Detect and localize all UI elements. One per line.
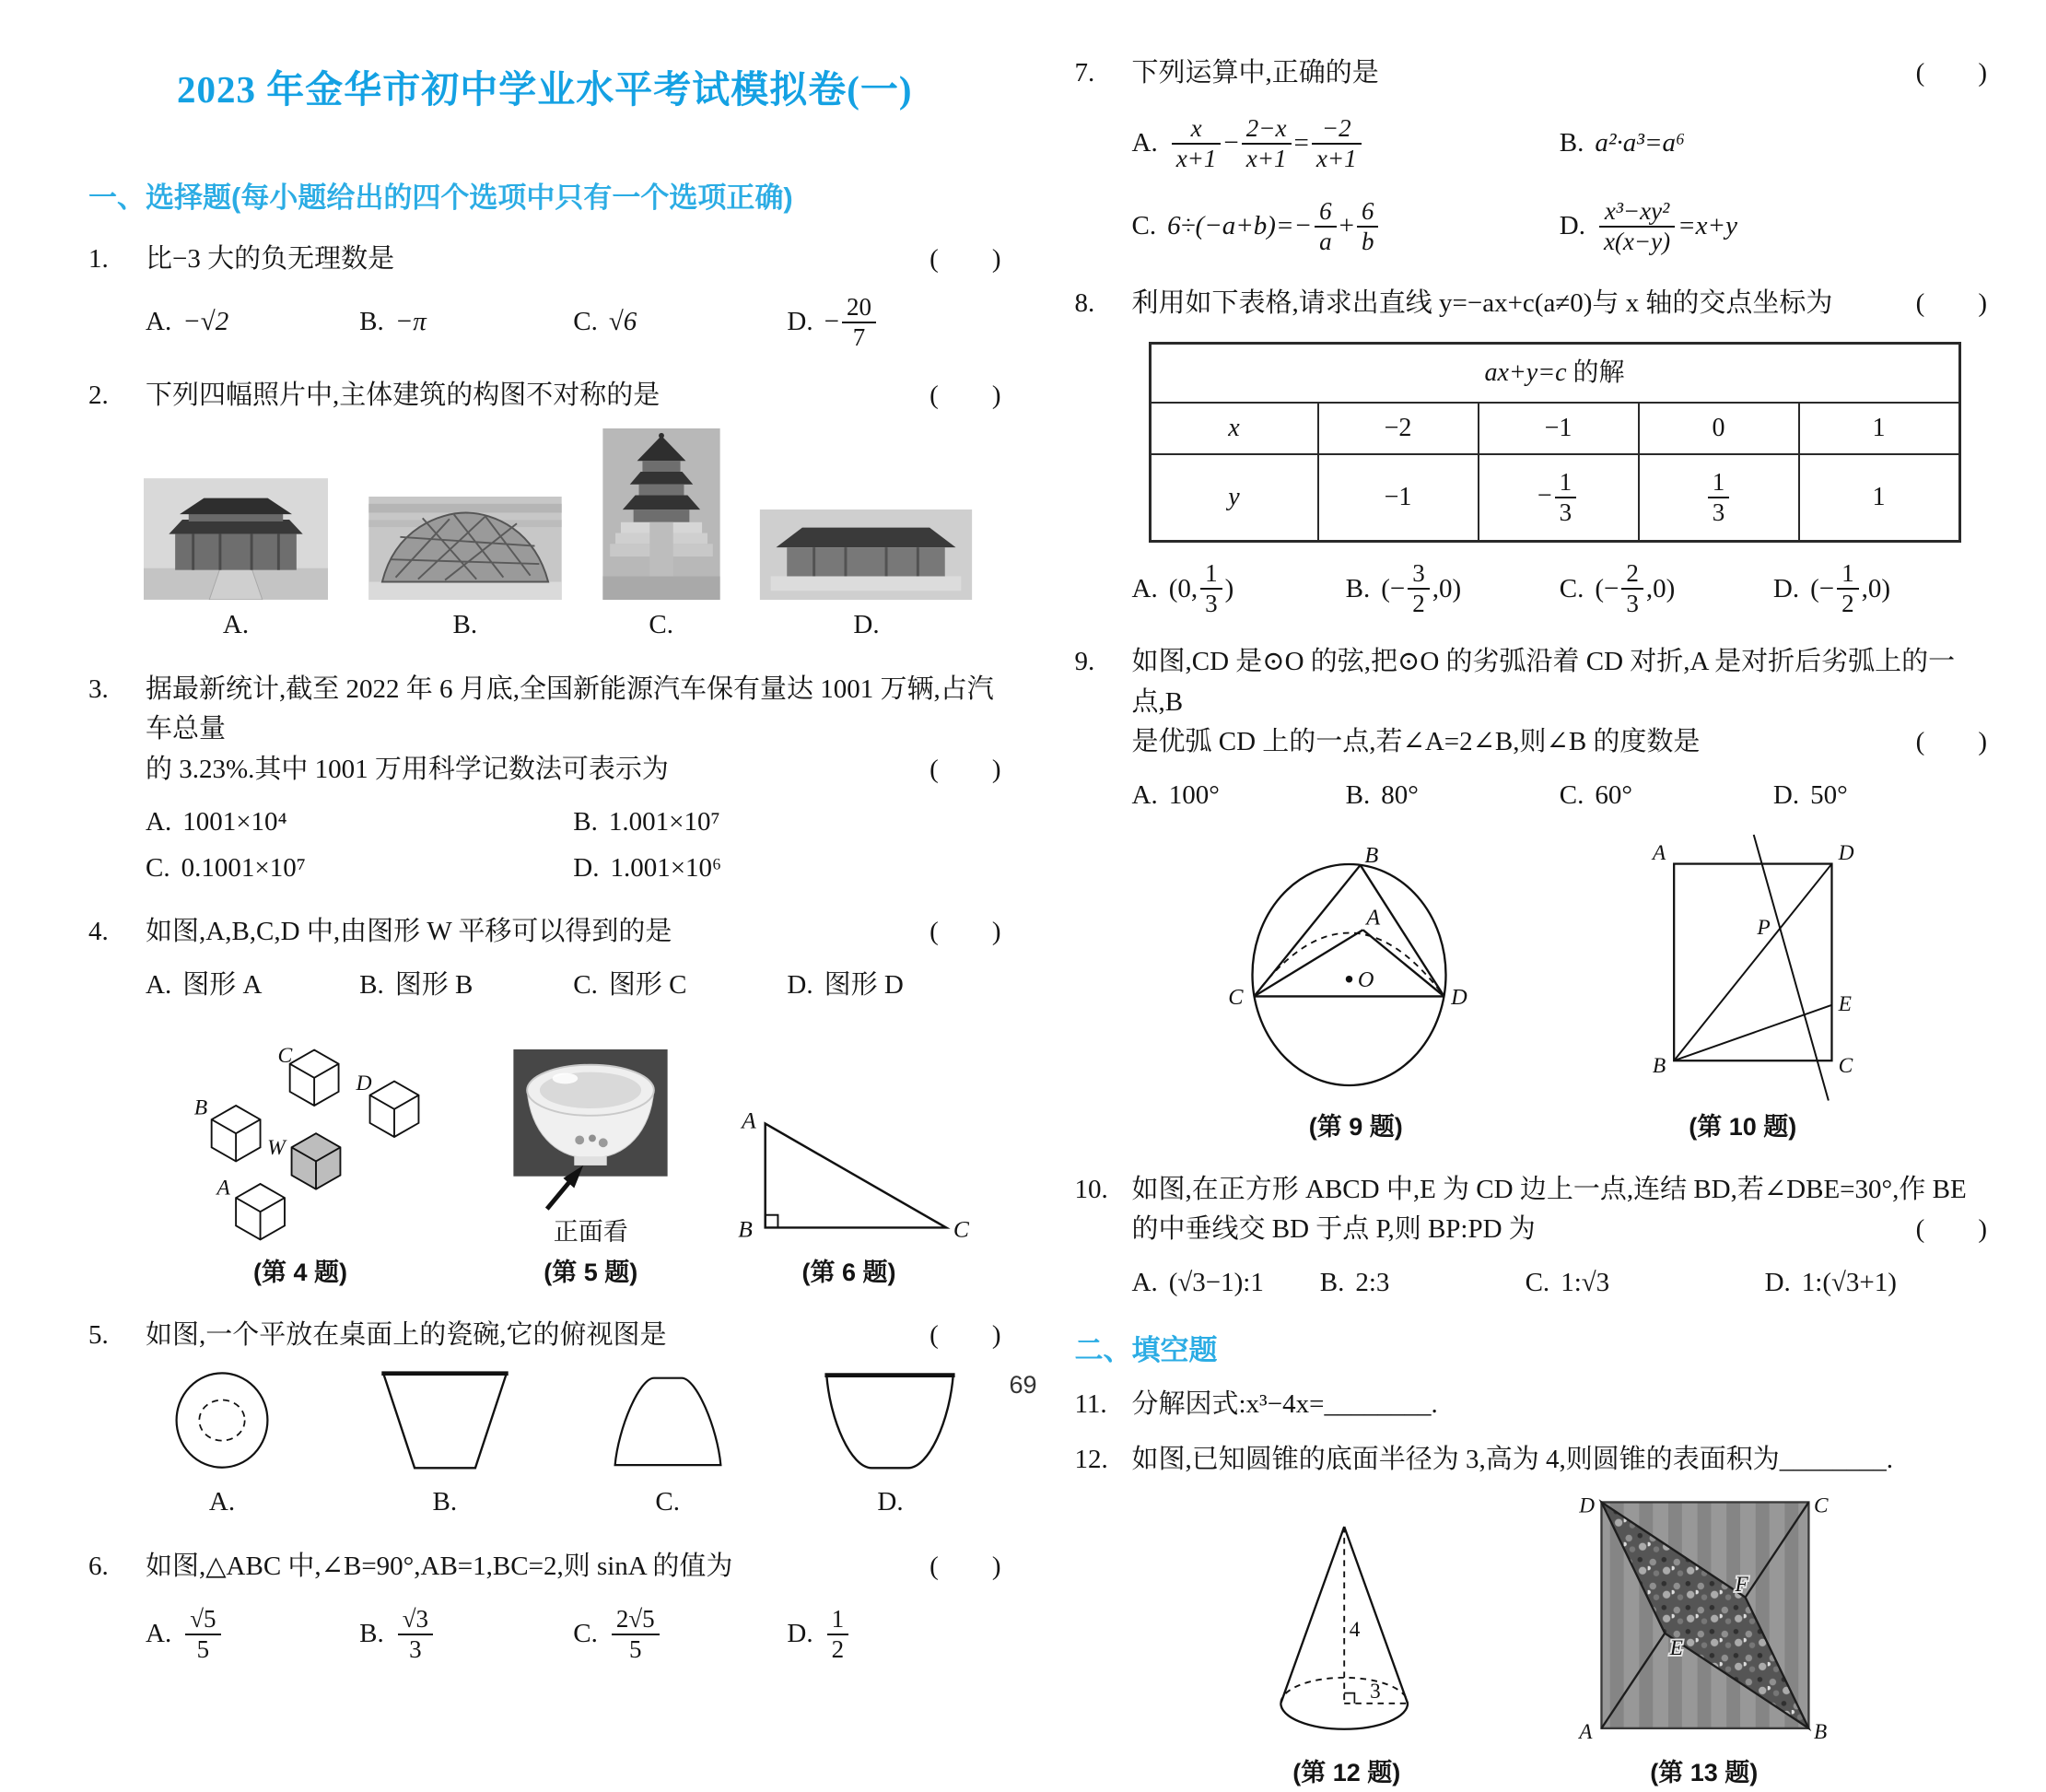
fig9-label-o: O [1357,967,1374,993]
q9-option-a: A. 100° [1131,779,1220,810]
question-6-answer-paren: ( ) [929,1551,1001,1581]
figure-12-caption: (第 12 题) [1292,1759,1401,1787]
q3-option-c: C. 0.1001×10⁷ [146,852,306,883]
q5-shape-c-label: C. [655,1487,680,1517]
question-7-text: 下列运算中,正确的是 [1131,58,1379,88]
page-number: 69 [1009,1371,1037,1399]
section-choice-heading: 一、选择题(每小题给出的四个选项中只有一个选项正确) [88,182,793,214]
fig4-label-w: W [267,1135,286,1160]
question-5-answer-paren: ( ) [929,1319,1001,1350]
question-1-number: 1. [88,244,109,274]
question-9-text-line1: 如图,CD 是⊙O 的弦,把⊙O 的劣弧沿着 CD 对折,A 是对折后劣弧上的一点,B [1131,647,1956,717]
right-column [1075,0,1988,1792]
y-value: −1 [1318,454,1479,542]
fig9-label-d: D [1450,985,1467,1011]
q10-option-c: C. 1:√3 [1525,1267,1610,1297]
q4-option-a: A. 图形 A [146,969,263,1000]
right-triangle-figure [725,1101,974,1250]
question-8-number: 8. [1074,287,1095,318]
x-value: 0 [1639,403,1799,454]
fig6-label-a: A [741,1107,756,1134]
figure-5-caption: (第 5 题) [544,1259,638,1287]
stadium-photo [368,497,563,600]
fig10-label-a: A [1652,841,1666,866]
question-10 [1075,1170,1988,1304]
question-1 [88,240,1001,352]
photo-d-label: D. [853,610,880,640]
cone-height-label: 4 [1349,1618,1361,1643]
photo-a-label: A. [222,610,250,640]
question-9 [1075,642,1988,1146]
q8-solution-table [1149,342,1961,543]
q8-option-d: D. (− $\frac{1}{2}$ ,0) [1772,559,1891,618]
q10-option-d: D. 1:(√3+1) [1764,1267,1897,1297]
q6-option-a: A. $\frac{√5}{5}$ [146,1605,359,1664]
question-8-text: 利用如下表格,请求出直线 y=−ax+c(a≠0)与 x 轴的交点坐标为 [1131,287,1833,318]
question-2-number: 2. [88,380,109,410]
x-value: 1 [1799,403,1960,454]
q1-option-d: D. − $\frac{20}{7}$ [787,293,1000,352]
page-title: 2023 年金华市初中学业水平考试模拟卷(一) [176,68,913,111]
question-10-answer-paren: ( ) [1915,1214,1987,1245]
bowl-photo [498,1049,683,1217]
q8-option-c: C. (− $\frac{2}{3}$ ,0) [1559,559,1676,618]
q1-option-c: C. √6 [573,306,637,336]
photo-building-d [759,509,973,646]
question-4 [88,912,1001,1292]
figure-10-caption: (第 10 题) [1689,1113,1797,1142]
cone-figure [1257,1515,1437,1751]
fig13-label-f: F [1735,1573,1748,1598]
photo-building-c [602,428,720,646]
hall-photo [759,509,973,600]
question-5-number: 5. [88,1319,109,1350]
q5-shape-b-label: B. [432,1487,458,1517]
figure-4-caption: (第 4 题) [252,1259,347,1287]
photo-b-label: B. [452,610,478,640]
q7-option-d: D. $\frac{\text{x³−xy²}}{x(x-y)}$ =x+y [1559,196,1737,255]
fig4-label-d: D [356,1072,372,1096]
fig13-label-c: C [1813,1493,1829,1518]
fig13-label-b: B [1813,1720,1827,1745]
square-bisector-figure [1614,826,1872,1105]
fig13-label-a: A [1579,1720,1593,1745]
figures-4-5-6-row [88,1011,1001,1292]
cubes-figure [144,1024,457,1250]
q6-option-d: D. $\frac{1}{2}$ [787,1605,1000,1664]
q4-option-c: C. 图形 C [573,969,687,1000]
figure-9-caption: (第 9 题) [1308,1113,1403,1142]
fig4-label-c: C [277,1043,293,1068]
question-9-text-line2: 是优弧 CD 上的一点,若∠A=2∠B,则∠B 的度数是 [1131,727,1701,757]
temple-photo [602,428,720,600]
fig4-label-a: A [216,1176,230,1201]
question-7 [1075,53,1988,256]
photo-building-a [144,478,328,646]
left-column [88,0,1001,1792]
fig9-label-b: B [1364,845,1379,869]
figure-9 [1218,845,1494,1146]
q4-option-d: D. 图形 D [787,969,904,1000]
q7-option-c: C. 6÷(−a+b)=− $\frac{6}{a}$ + $\frac{6}{b}$ [1132,197,1560,256]
figure-6 [725,1101,974,1292]
y-row-label: y [1150,454,1318,542]
front-view-label: 正面看 [553,1217,628,1246]
fig10-label-d: D [1838,841,1854,866]
q9-option-c: C. 60° [1559,779,1632,810]
fig6-label-c: C [953,1215,969,1243]
question-6-number: 6. [88,1551,109,1581]
x-row-label: x [1150,403,1318,454]
question-2-answer-paren: ( ) [929,380,1001,410]
cone-radius-label: 3 [1369,1680,1381,1704]
fig10-label-e: E [1838,992,1852,1017]
question-6-text: 如图,△ABC 中,∠B=90°,AB=1,BC=2,则 sinA 的值为 [146,1551,733,1581]
x-value: −2 [1318,403,1479,454]
question-1-text: 比−3 大的负无理数是 [146,244,395,274]
figure-10 [1614,826,1872,1146]
fig10-label-b: B [1652,1054,1666,1079]
question-10-text-line2: 的中垂线交 BD 于点 P,则 BP:PD 为 [1131,1214,1536,1245]
q1-option-b: B. −π [359,306,427,336]
question-11-number: 11. [1074,1389,1107,1420]
parallelogram-photo-figure [1575,1483,1833,1751]
question-3-text-line1: 据最新统计,截至 2022 年 6 月底,全国新能源汽车保有量达 1001 万辆,占汽车总量 [146,673,994,744]
q4-option-b: B. 图形 B [359,969,474,1000]
question-7-answer-paren: ( ) [1915,58,1987,88]
figure-13-caption: (第 13 题) [1650,1759,1759,1787]
question-12 [1075,1440,1988,1792]
question-9-number: 9. [1074,647,1095,677]
question-9-answer-paren: ( ) [1915,727,1987,757]
question-10-text-line1: 如图,在正方形 ABCD 中,E 为 CD 边上一点,连结 BD,若∠DBE=30°,作 BE [1131,1174,1967,1204]
q9-option-b: B. 80° [1345,779,1419,810]
q3-option-d: D. 1.001×10⁶ [573,852,722,883]
q10-option-a: A. (√3−1):1 [1131,1267,1264,1297]
figure-12 [1257,1515,1437,1792]
fig4-label-b: B [193,1095,208,1120]
y-value: $\frac{1}{3}$ [1639,454,1799,542]
question-1-answer-paren: ( ) [929,244,1001,274]
photo-building-b [368,497,563,646]
question-3-text-line2: 的 3.23%.其中 1001 万用科学记数法可表示为 [146,754,669,784]
question-3-number: 3. [88,673,109,704]
q7-option-b: B. a²·a³=a⁶ [1559,127,1686,158]
question-8-answer-paren: ( ) [1915,287,1987,318]
figure-13 [1575,1483,1833,1792]
question-11-text: 分解因式:x³−4x=________. [1131,1389,1438,1420]
fig10-label-c: C [1838,1054,1853,1079]
q8-option-a: A. (0, $\frac{1}{3}$ ) [1131,559,1234,618]
q5-shape-d-label: D. [877,1487,904,1517]
fig13-label-e: E [1669,1636,1683,1661]
fig9-label-a: A [1366,906,1380,931]
question-8 [1075,284,1988,619]
question-2 [88,376,1001,646]
figure-5 [498,1049,683,1292]
question-4-answer-paren: ( ) [929,917,1001,947]
question-3 [88,670,1001,889]
q3-option-b: B. 1.001×10⁷ [573,807,720,837]
question-4-text: 如图,A,B,C,D 中,由图形 W 平移可以得到的是 [146,917,672,947]
q2-photos-row [88,416,1001,646]
figure-6-caption: (第 6 题) [801,1259,896,1287]
y-value: 1 [1799,454,1960,542]
fig9-label-c: C [1228,985,1244,1011]
question-10-number: 10. [1074,1174,1108,1204]
q6-option-b: B. $\frac{√3}{3}$ [359,1605,573,1664]
table-title: ax+y=c 的解 [1150,344,1959,404]
fig13-label-d: D [1579,1493,1595,1518]
q10-option-b: B. 2:3 [1319,1267,1390,1297]
q1-option-a: A. −√2 [146,306,229,336]
fig6-label-b: B [737,1215,753,1243]
figure-4 [144,1024,457,1292]
question-5-text: 如图,一个平放在桌面上的瓷碗,它的俯视图是 [146,1319,667,1350]
question-5 [88,1316,1001,1523]
q9-option-d: D. 50° [1772,779,1848,810]
table-y-row [1150,454,1959,542]
question-12-number: 12. [1074,1444,1108,1474]
question-2-text: 下列四幅照片中,主体建筑的构图不对称的是 [146,380,661,410]
photo-c-label: C. [649,610,673,640]
q3-option-a: A. 1001×10⁴ [146,807,287,837]
fig10-label-p: P [1757,916,1771,941]
question-3-answer-paren: ( ) [929,754,1001,784]
circle-chord-figure [1218,845,1494,1105]
question-6 [88,1547,1001,1665]
q6-option-c: C. $\frac{2√5}{5}$ [573,1605,787,1664]
q5-shape-a-label: A. [208,1487,236,1517]
q8-option-b: B. (− $\frac{3}{2}$ ,0) [1345,559,1462,618]
question-7-number: 7. [1074,58,1095,88]
question-12-text: 如图,已知圆锥的底面半径为 3,高为 4,则圆锥的表面积为________. [1131,1444,1894,1474]
table-x-row [1150,403,1959,454]
section-fill-heading: 二、填空题 [1074,1334,1218,1367]
q7-option-a: A. $\frac{x}{x+1}$ − $\frac{2-x}{x+1}$ = $\frac{-2}{x+1}$ [1132,114,1560,173]
x-value: −1 [1479,403,1639,454]
question-4-number: 4. [88,917,109,947]
palace-photo [144,478,328,600]
y-value: − $\frac{1}{3}$ [1479,454,1639,542]
